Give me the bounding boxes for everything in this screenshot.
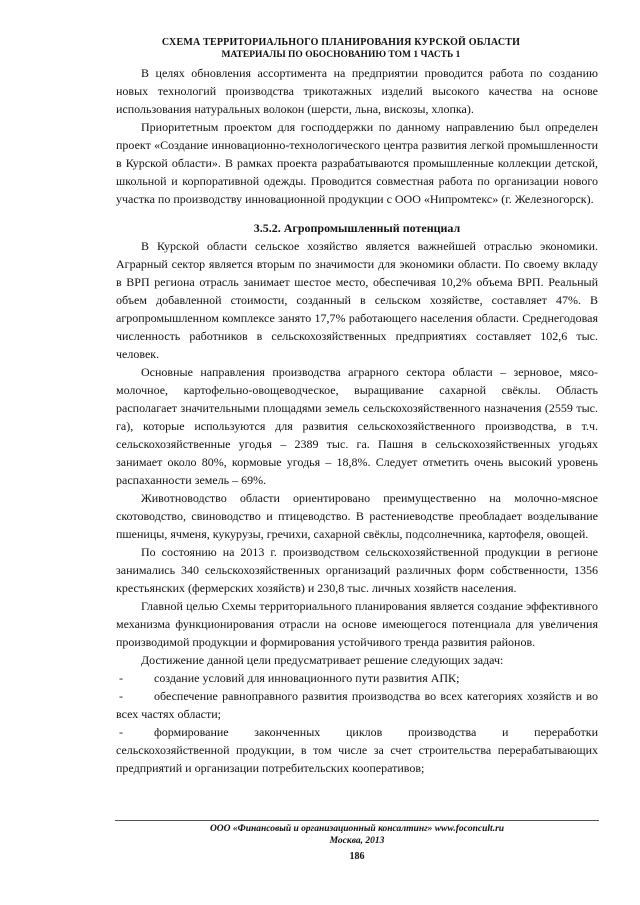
list-dash: -: [119, 689, 123, 703]
footer-city-year: Москва, 2013: [329, 836, 385, 846]
footer-company: ООО «Финансовый и организационный консалтинг» www.foconcult.ru: [209, 824, 505, 834]
list-item: [116, 669, 598, 687]
page-number: 186: [349, 851, 365, 862]
list-dash: -: [119, 671, 123, 685]
paragraph: Животноводство области ориентировано преимущественно на молочно-мясное скотоводство, свиноводство и птицеводство. В растениеводстве преобладает возделывание пшеницы, ячменя, кукурузы, гречихи, сахарной свёклы, подсолнечника, картофеля, овощей.: [116, 491, 598, 541]
paragraph: Главной целью Схемы территориального планирования является создание эффективного механизма функционирования отрасли на основе имеющегося потенциала для увеличения производимой продукции и формирования устойчивого тренда развития районов.: [116, 599, 598, 649]
paragraph: Приоритетным проектом для господдержки по данному направлению был определен проект «Создание инновационно-технологического центра развития легкой промышленности в Курской области». В рамках проекта разрабатываются промышленные коллекции детской, школьной и корпоративной одежды. Проводится совместная работа по организации нового участка по производству инновационной продукции с ООО «Нипромтекс» (г. Железногорск).: [116, 120, 598, 206]
header-title: СХЕМА ТЕРРИТОРИАЛЬНОГО ПЛАНИРОВАНИЯ КУРСКОЙ ОБЛАСТИ: [161, 37, 521, 48]
paragraph: В Курской области сельское хозяйство является важнейшей отраслью экономики. Аграрный сектор является вторым по значимости для экономики области. По своему вкладу в ВРП региона отрасль занимает шестое место, обеспечивая 10,2% объема ВРП. Реальный объем добавленной стоимости, созданный в сельском хозяйстве, составляет 47%. В агропромышленном комплексе занято 17,7% работающего населения области. Среднегодовая численность работников в сельскохозяйственных предприятиях составляет 102,6 тыс. человек.: [116, 239, 598, 361]
page-footer: [118, 823, 596, 847]
list-item-text: создание условий для инновационного пути развития АПК;: [154, 671, 460, 685]
header-subtitle: МАТЕРИАЛЫ ПО ОБОСНОВАНИЮ ТОМ 1 ЧАСТЬ 1: [221, 50, 461, 60]
paragraph: Основные направления производства аграрного сектора области – зерновое, мясо-молочное, картофельно-овощеводческое, выращивание сахарной свёклы. Область располагает значительными площадями земель сельскохозяйственного назначения (2559 тыс. га), которые используются для развития сельскохозяйственного производства, в т.ч. сельскохозяйственные угодья – 2389 тыс. га. Пашня в сельскохозяйственных угодьях занимает около 80%, кормовые угодья – 18,8%. Следует отметить очень высокий уровень распаханности земель – 69%.: [116, 365, 598, 487]
section-heading: 3.5.2. Агропромышленный потенциал: [253, 221, 461, 235]
list-dash: -: [119, 725, 123, 739]
list-item-text: формирование законченных циклов производства и переработки сельскохозяйственной продукции, в том числе за счет строительства перерабатывающих предприятий и организации потребительских кооперативов;: [116, 725, 598, 775]
paragraph: По состоянию на 2013 г. производством сельскохозяйственной продукции в регионе занимались 340 сельскохозяйственных организаций различных форм собственности, 1356 крестьянских (фермерских хозяйств) и 230,8 тыс. личных хозяйств населения.: [116, 545, 598, 595]
paragraph: В целях обновления ассортимента на предприятии проводится работа по созданию новых технологий производства трикотажных изделий высокого качества на основе использования натуральных волокон (шерсти, льна, вискозы, хлопка).: [116, 66, 598, 116]
document-body: [116, 64, 598, 777]
page-header: [118, 37, 564, 61]
paragraph: Достижение данной цели предусматривает решение следующих задач:: [141, 653, 504, 667]
list-item: [116, 687, 598, 723]
list-item: [116, 723, 598, 777]
list-item-text: обеспечение равноправного развития производства во всех категориях хозяйств и во всех частях области;: [116, 689, 598, 721]
footer-divider: [115, 820, 599, 821]
